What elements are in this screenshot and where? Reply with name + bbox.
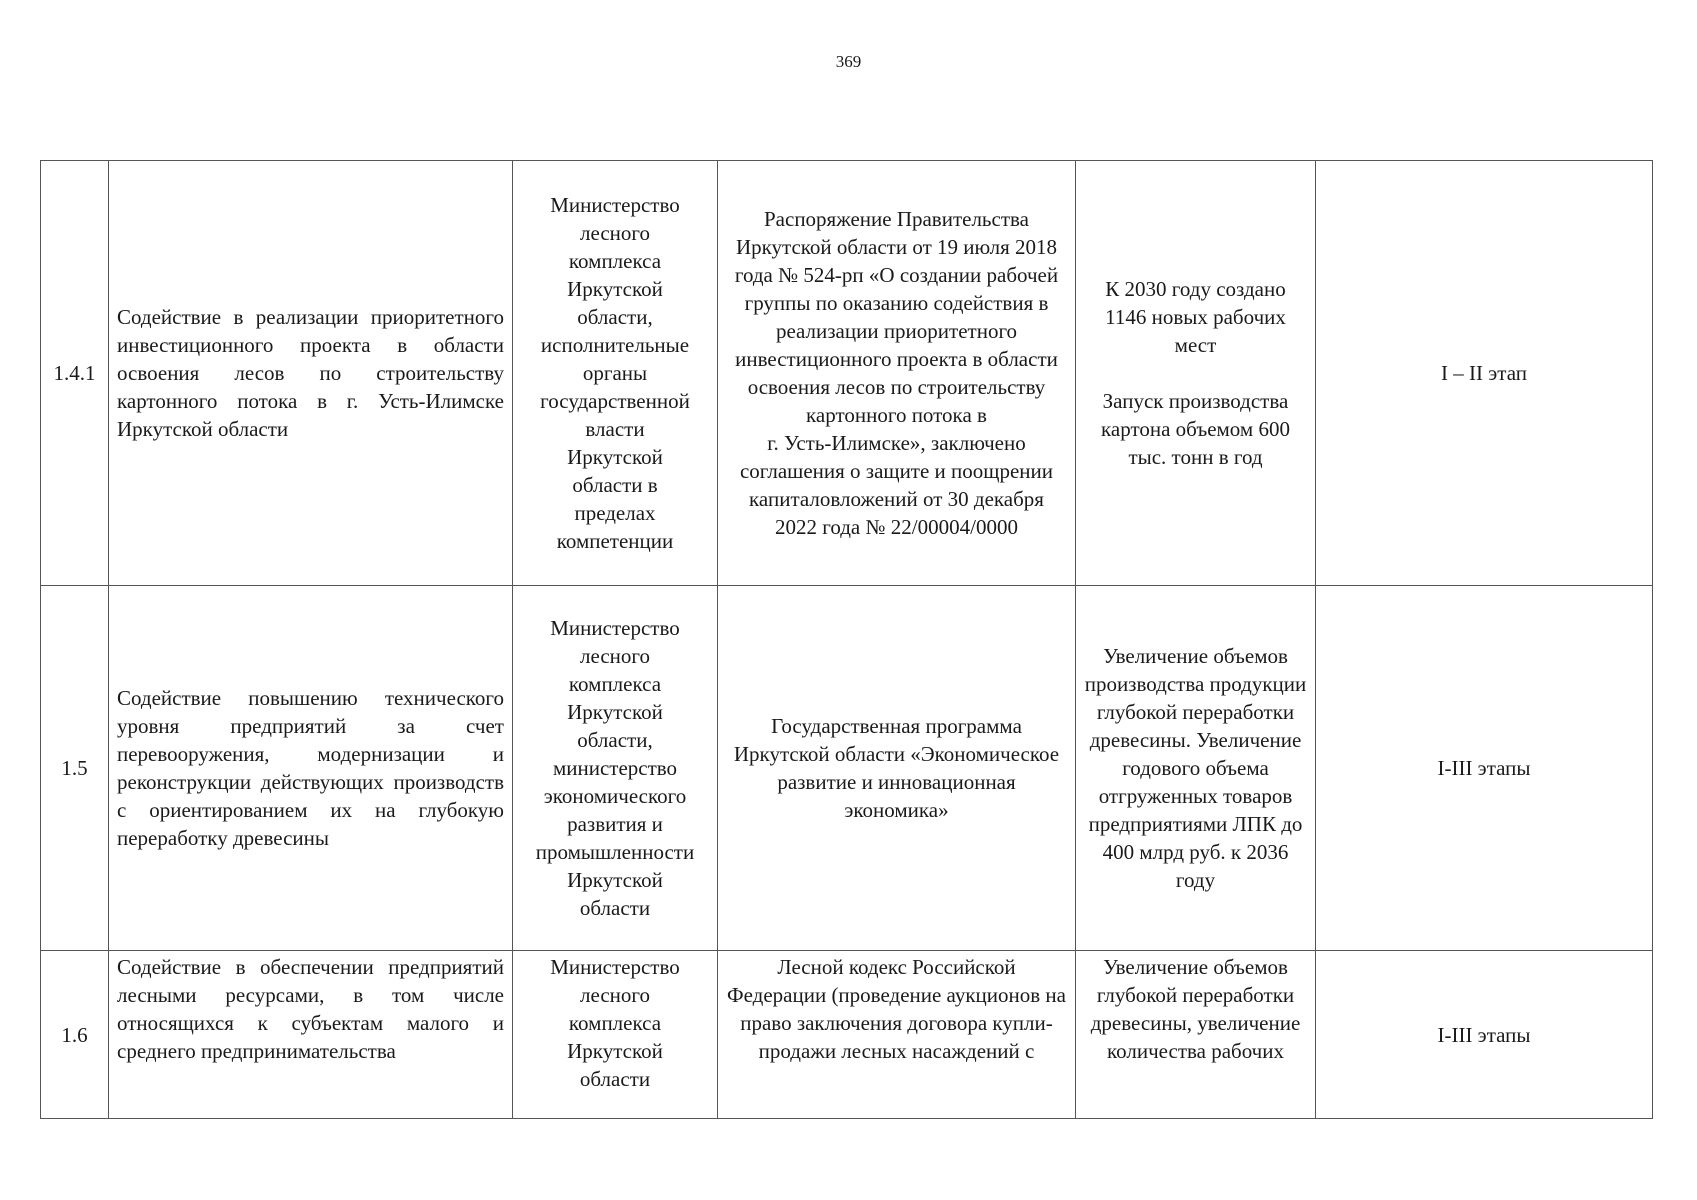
table-row	[41, 951, 1653, 1119]
measure-description: Содействие в реализации приоритетного инвестиционного проекта в области освоения лесов по строительству картонного потока в г. Усть-Илимске Иркутской области	[109, 161, 513, 586]
row-number: 1.5	[41, 586, 109, 951]
measure-description: Содействие в обеспечении предприятий лесными ресурсами, в том числе относящихся к субъектам малого и среднего предпринимательства	[109, 951, 513, 1119]
legal-basis: Распоряжение Правительства Иркутской области от 19 июля 2018 года № 524-рп «О создании рабочей группы по оказанию содействия в реализации приоритетного инвестиционного проекта в области освоения лесов по строительству картонного потока в г. Усть-Илимске», заключено соглашения о защите и поощрении капиталовложений от 30 декабря 2022 года № 22/00004/0000	[718, 161, 1076, 586]
row-number: 1.4.1	[41, 161, 109, 586]
responsible-executor: Министерство лесного комплекса Иркутской области	[513, 951, 718, 1119]
page-number: 369	[835, 52, 862, 71]
responsible-executor: Министерство лесного комплекса Иркутской области, исполнительные органы государственной власти Иркутской области в пределах компетенции	[513, 161, 718, 586]
implementation-stage: I-III этапы	[1316, 586, 1653, 951]
legal-basis: Лесной кодекс Российской Федерации (проведение аукционов на право заключения договора купли-продажи лесных насаждений с	[718, 951, 1076, 1119]
implementation-stage: I-III этапы	[1316, 951, 1653, 1119]
expected-result: Увеличение объемов производства продукции глубокой переработки древесины. Увеличение годового объема отгруженных товаров предприятиями ЛПК до 400 млрд руб. к 2036 году	[1076, 586, 1316, 951]
measure-description: Содействие повышению технического уровня предприятий за счет перевооружения, модернизации и реконструкции действующих производств с ориентированием их на глубокую переработку древесины	[109, 586, 513, 951]
expected-result: К 2030 году создано 1146 новых рабочих мест Запуск производства картона объемом 600 тыс. тонн в год	[1076, 161, 1316, 586]
implementation-stage: I – II этап	[1316, 161, 1653, 586]
table-row	[41, 161, 1653, 586]
responsible-executor: Министерство лесного комплекса Иркутской области, министерство экономического развития и промышленности Иркутской области	[513, 586, 718, 951]
row-number: 1.6	[41, 951, 109, 1119]
expected-result: Увеличение объемов глубокой переработки древесины, увеличение количества рабочих	[1076, 951, 1316, 1119]
measures-table	[40, 160, 1653, 1119]
legal-basis: Государственная программа Иркутской области «Экономическое развитие и инновационная экономика»	[718, 586, 1076, 951]
table-row	[41, 586, 1653, 951]
